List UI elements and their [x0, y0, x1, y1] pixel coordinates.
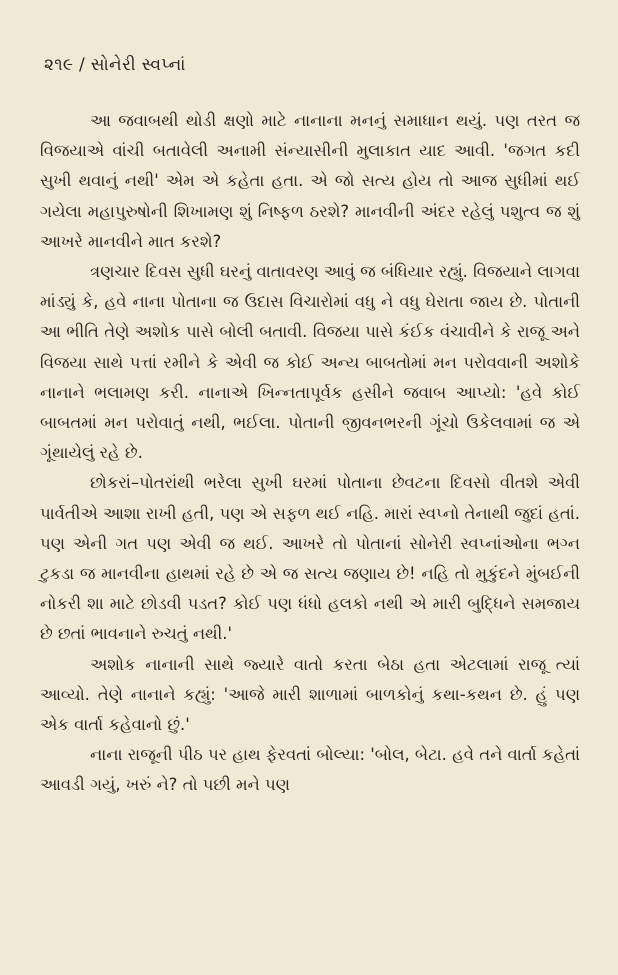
paragraph-1: આ જવાબથી થોડી ક્ષણો માટે નાનાના મનનું સમાધાન થયું. પણ તરત જ વિજયાએ વાંચી બતાવેલી અનામી સંન્યાસીની મુલાકાત યાદ આવી. 'જગત કદી સુખી થવાનું નથી' એમ એ કહેતા હતા. એ જો સત્ય હોય તો આજ સુધીમાં થઈ ગયેલા મહાપુરુષોની શિખામણ શું નિષ્ફળ ઠરશે? માનવીની અંદર રહેલું પશુત્વ જ શું આખરે માનવીને માત કરશે?: [40, 111, 580, 251]
paragraph-2: ત્રણચાર દિવસ સુધી ઘરનું વાતાવરણ આવું જ બંધિયાર રહ્યું. વિજયાને લાગવા માંડ્યું કે, હવે નાના પોતાના જ ઉદાસ વિચારોમાં વધુ ને વધુ ઘેરાતા જાય છે. પોતાની આ ભીતિ તેણે અશોક પાસે બોલી બતાવી. વિજયા પાસે કંઈક વંચાવીને કે રાજૂ અને વિજયા સાથે પત્તાં રમીને કે એવી જ કોઈ અન્ય બાબતોમાં મન પરોવવાની અશોકે નાનાને ભલામણ કરી. નાનાએ ખિન્નતાપૂર્વક હસીને જવાબ આપ્યો: 'હવે કોઈ બાબતમાં મન પરોવાતું નથી, ભઈલા. પોતાની જીવનભરની ગૂંચો ઉકેલવામાં જ એ ગૂંથાયેલું રહે છે.: [40, 262, 580, 463]
running-head: ૨૧૯ / સોનેરી સ્વપ્નાં: [44, 55, 186, 75]
paragraph-3: છોકરાં–પોતરાંથી ભરેલા સુખી ઘરમાં પોતાના છેવટના દિવસો વીતશે એવી પાર્વતીએ આશા રાખી હતી, પણ એ સફળ થઈ નહિ. મારાં સ્વપ્નો તેનાથી જુદાં હતાં. પણ એની ગત પણ એવી જ થઈ. આખરે તો પોતાનાં સોનેરી સ્વપ્નાંઓના ભગ્ન ટુકડા જ માનવીના હાથમાં રહે છે એ જ સત્ય જણાય છે! નહિ તો મુકુંદને મુંબઈની નોકરી શા માટે છોડવી પડત? કોઈ પણ ધંધો હલકો નથી એ મારી બુદ્ધિને સમજાય છે છતાં ભાવનાને રુચતું નથી.': [40, 473, 580, 644]
paragraph-4: અશોક નાનાની સાથે જ્યારે વાતો કરતા બેઠા હતા એટલામાં રાજૂ ત્યાં આવ્યો. તેણે નાનાને કહ્યું: 'આજે મારી શાળામાં બાળકોનું કથા-કથન છે. હું પણ એક વાર્તા કહેવાનો છું.': [40, 654, 580, 735]
paragraph-5: નાના રાજૂની પીઠ પર હાથ ફેરવતાં બોલ્યા: 'બોલ, બેટા. હવે તને વાર્તા કહેતાં આવડી ગયું, ખરું ને? તો પછી મને પણ: [40, 745, 580, 795]
